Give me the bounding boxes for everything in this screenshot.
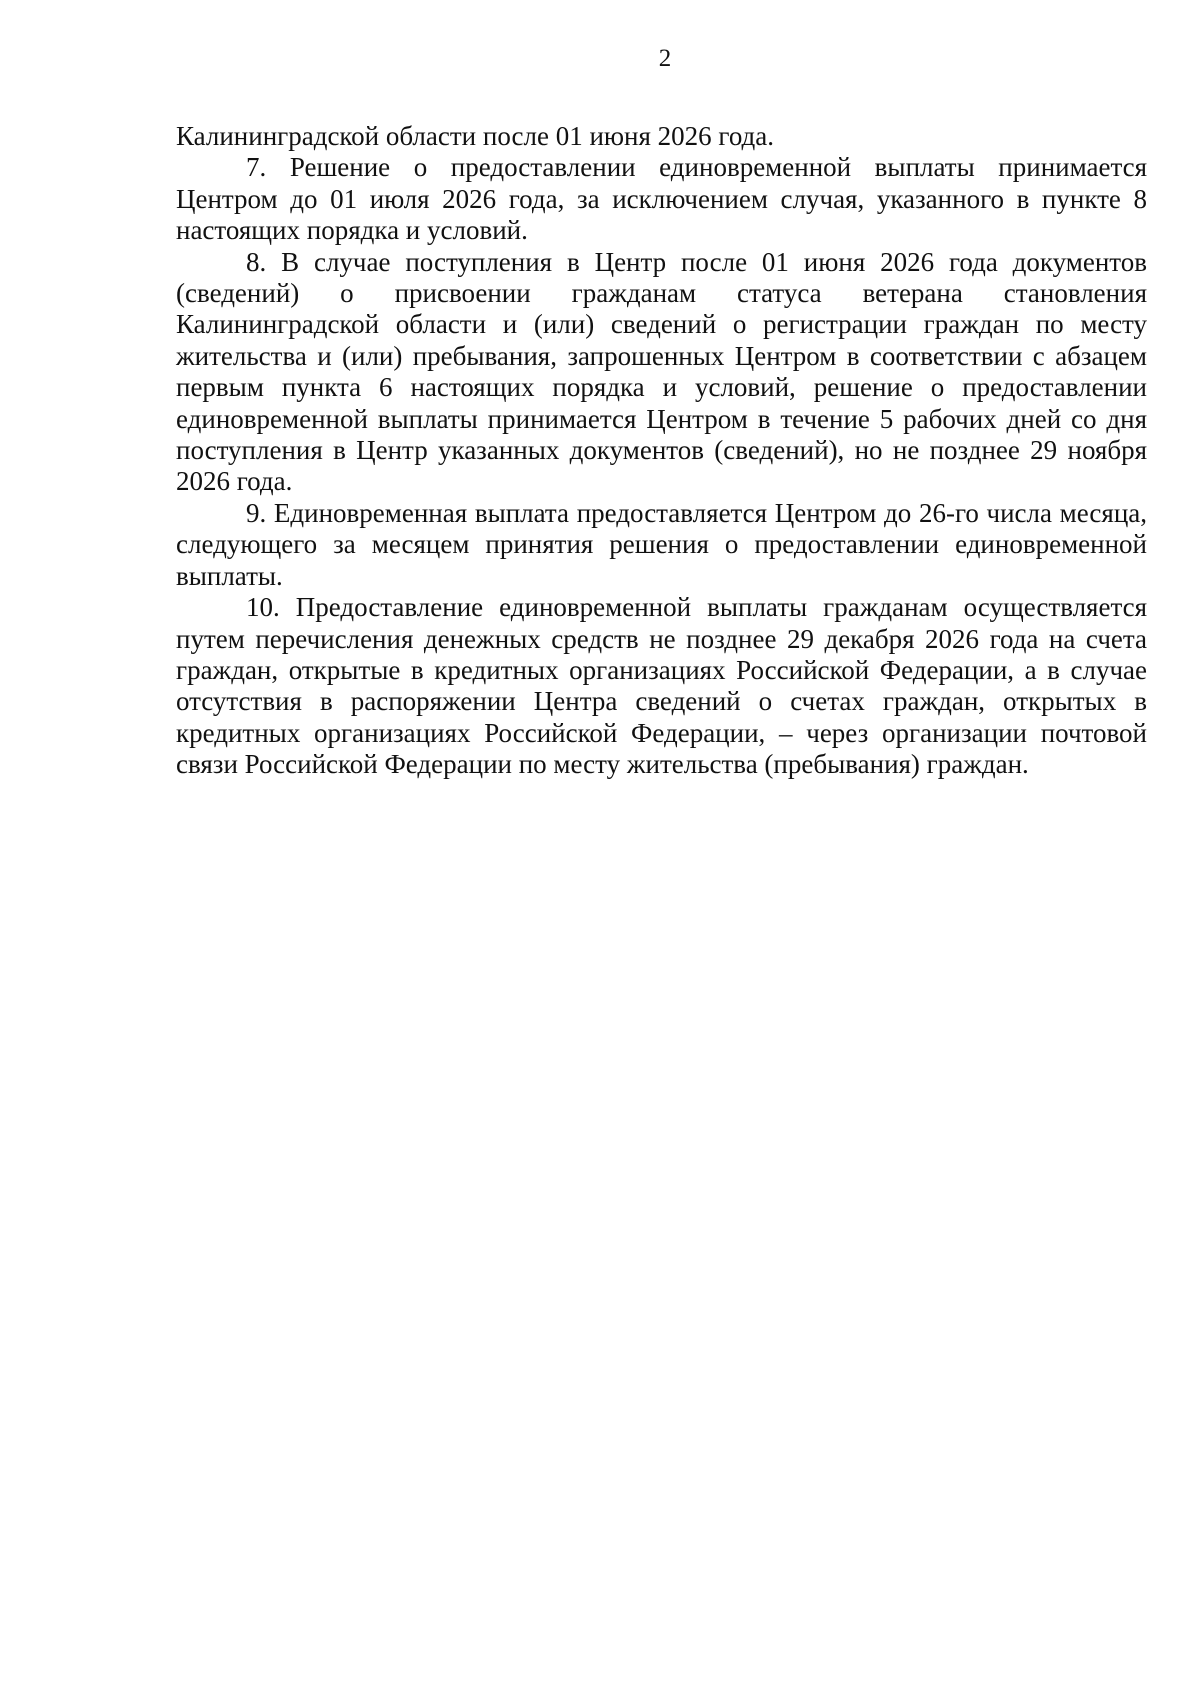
paragraph-item-7: 7. Решение о предоставлении единовременной выплаты принимается Центром до 01 июля 2026 года, за исключением случая, указанного в пункте 8 настоящих порядка и условий. bbox=[176, 152, 1147, 246]
paragraph-item-8: 8. В случае поступления в Центр после 01 июня 2026 года документов (сведений) о присвоении гражданам статуса ветерана становления Калининградской области и (или) сведений о регистрации граждан по месту жительства и (или) пребывания, запрошенных Центром в соответствии с абзацем первым пункта 6 настоящих порядка и условий, решение о предоставлении единовременной выплаты принимается Центром в течение 5 рабочих дней со дня поступления в Центр указанных документов (сведений), но не позднее 29 ноября 2026 года. bbox=[176, 246, 1147, 497]
paragraph-item-9: 9. Единовременная выплата предоставляется Центром до 26-го числа месяца, следующего за месяцем принятия решения о предоставлении единовременной выплаты. bbox=[176, 497, 1147, 591]
paragraph-continuation: Калининградской области после 01 июня 2026 года. bbox=[176, 121, 775, 151]
paragraph-item-10: 10. Предоставление единовременной выплаты гражданам осуществляется путем перечисления денежных средств не позднее 29 декабря 2026 года на счета граждан, открытые в кредитных организациях Российской Федерации, а в случае отсутствия в распоряжении Центра сведений о счетах граждан, открытых в кредитных организациях Российской Федерации, – через организации почтовой связи Российской Федерации по месту жительства (пребывания) граждан. bbox=[176, 592, 1147, 780]
document-body bbox=[176, 121, 1147, 781]
page-number: 2 bbox=[658, 45, 672, 72]
